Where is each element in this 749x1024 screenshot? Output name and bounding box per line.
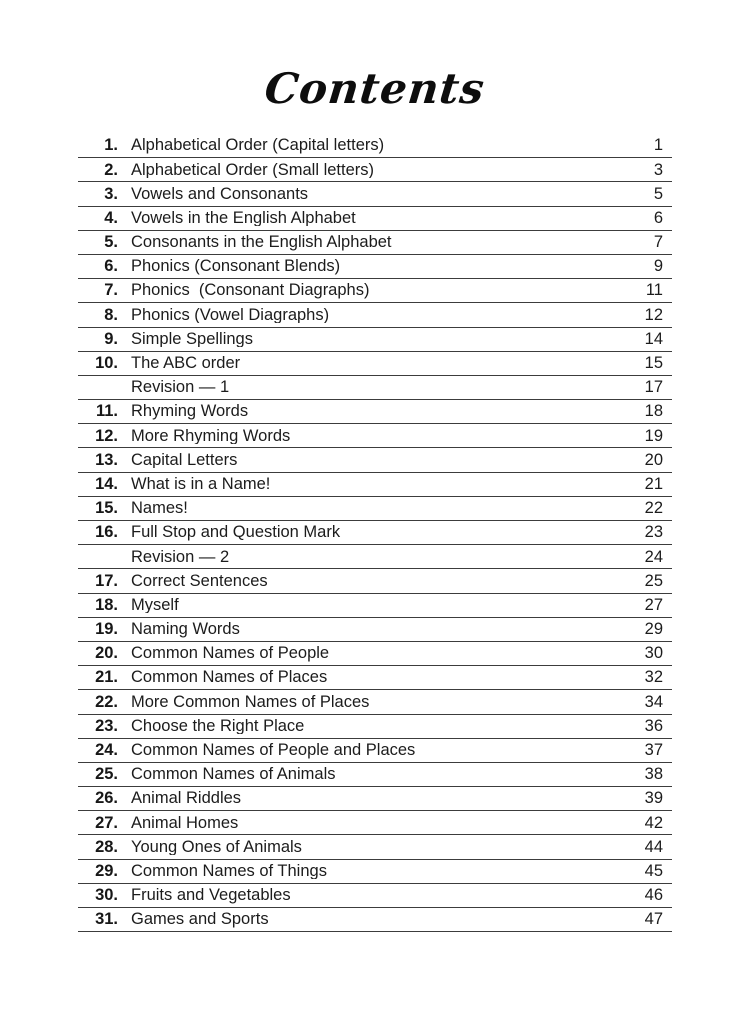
entry-page: 14 <box>644 329 663 348</box>
toc-row <box>78 255 672 279</box>
entry-title: Choose the Right Place <box>131 717 305 735</box>
toc-row <box>78 739 672 763</box>
toc-row <box>78 811 672 835</box>
toc-row <box>78 715 672 739</box>
entry-page: 19 <box>644 426 663 445</box>
entry-number: 3. <box>104 184 118 203</box>
entry-title: More Common Names of Places <box>131 693 370 711</box>
entry-page: 22 <box>644 499 663 518</box>
entry-title: Alphabetical Order (Small letters) <box>131 161 375 179</box>
toc-row <box>78 448 672 472</box>
entry-page: 1 <box>653 136 663 155</box>
entry-number: 26. <box>95 789 118 808</box>
toc-row <box>78 134 672 158</box>
entry-title: Phonics (Consonant Blends) <box>131 258 341 275</box>
entry-title: Phonics (Consonant Diagraphs) <box>131 282 370 299</box>
entry-page: 44 <box>644 837 663 856</box>
entry-title: Common Names of People and Places <box>131 742 416 759</box>
entry-page: 45 <box>644 861 663 880</box>
entry-page: 30 <box>644 644 663 663</box>
entry-page: 38 <box>644 765 663 784</box>
entry-number: 1. <box>104 136 118 155</box>
entry-page: 39 <box>644 789 663 808</box>
entry-page: 21 <box>644 474 663 493</box>
entry-title: Games and Sports <box>131 911 269 928</box>
entry-number: 6. <box>104 257 118 276</box>
toc-row <box>78 835 672 859</box>
toc-list <box>78 134 672 932</box>
entry-page: 27 <box>644 595 663 614</box>
toc-row <box>78 763 672 787</box>
entry-number: 14. <box>95 474 118 493</box>
entry-page: 20 <box>644 450 663 469</box>
entry-page: 34 <box>644 692 663 711</box>
toc-row <box>78 690 672 714</box>
entry-number: 19. <box>95 620 118 639</box>
entry-page: 29 <box>644 620 663 639</box>
toc-row <box>78 328 672 352</box>
toc-row <box>78 884 672 908</box>
entry-page: 42 <box>644 813 663 832</box>
toc-row <box>78 279 672 303</box>
entry-number: 29. <box>95 861 118 880</box>
entry-number: 24. <box>95 741 118 760</box>
toc-row <box>78 569 672 593</box>
entry-title: Animal Riddles <box>131 790 242 807</box>
toc-row <box>78 400 672 424</box>
entry-title: Rhyming Words <box>131 403 249 420</box>
toc-row <box>78 860 672 884</box>
entry-number: 4. <box>104 208 118 227</box>
entry-number: 22. <box>95 692 118 711</box>
entry-number: 9. <box>104 329 118 348</box>
toc-row <box>78 666 672 690</box>
entry-title: Common Names of People <box>131 645 330 662</box>
entry-title: Common Names of Things <box>131 862 327 880</box>
entry-title: Phonics (Vowel Diagraphs) <box>131 306 330 324</box>
entry-number: 7. <box>104 281 118 300</box>
entry-page: 32 <box>644 668 663 687</box>
entry-title: Vowels and Consonants <box>131 185 309 203</box>
entry-page: 17 <box>644 378 663 397</box>
entry-number: 28. <box>95 837 118 856</box>
toc-row <box>78 158 672 182</box>
entry-page: 37 <box>644 741 663 760</box>
entry-number: 2. <box>104 160 118 179</box>
entry-number: 11. <box>95 402 118 421</box>
entry-title: Capital Letters <box>131 451 238 469</box>
entry-title: Alphabetical Order (Capital letters) <box>131 137 385 154</box>
entry-page: 15 <box>644 354 663 373</box>
entry-number: 15. <box>95 499 118 518</box>
entry-number: 21. <box>95 668 118 687</box>
entry-page: 5 <box>653 184 663 203</box>
entry-title: Common Names of Animals <box>131 766 336 783</box>
toc-row <box>78 787 672 811</box>
entry-number: 25. <box>95 765 118 784</box>
toc-row <box>78 303 672 327</box>
entry-page: 11 <box>645 281 663 300</box>
toc-row <box>78 594 672 618</box>
entry-title: The ABC order <box>131 355 241 372</box>
toc-row <box>78 642 672 666</box>
entry-title: Revision — 1 <box>131 379 230 396</box>
entry-page: 23 <box>644 523 663 542</box>
entry-title: More Rhyming Words <box>131 427 291 445</box>
entry-number: 5. <box>104 233 118 252</box>
page-title: Contents <box>262 64 487 113</box>
toc-row <box>78 618 672 642</box>
entry-page: 6 <box>653 208 663 227</box>
entry-number: 17. <box>95 571 118 590</box>
entry-page: 3 <box>653 160 663 179</box>
entry-number: 12. <box>95 426 118 445</box>
entry-page: 25 <box>644 571 663 590</box>
entry-number: 31. <box>95 910 118 929</box>
toc-row <box>78 182 672 206</box>
entry-page: 46 <box>644 886 663 905</box>
entry-title: Full Stop and Question Mark <box>131 524 341 541</box>
entry-number: 23. <box>95 716 118 735</box>
entry-page: 7 <box>653 233 663 252</box>
entry-title: Young Ones of Animals <box>131 838 302 856</box>
entry-number: 18. <box>95 595 118 614</box>
entry-title: Myself <box>131 596 179 614</box>
entry-page: 12 <box>644 305 663 324</box>
entry-title: Simple Spellings <box>131 330 253 348</box>
toc-row <box>78 521 672 545</box>
entry-title: Correct Sentences <box>131 572 268 590</box>
entry-page: 9 <box>653 257 663 276</box>
entry-number: 8. <box>104 305 118 324</box>
entry-number: 13. <box>95 450 118 469</box>
toc-row <box>78 376 672 400</box>
entry-title: Fruits and Vegetables <box>131 887 291 904</box>
entry-title: Common Names of Places <box>131 669 328 686</box>
toc-row <box>78 424 672 448</box>
entry-page: 18 <box>644 402 663 421</box>
entry-number: 20. <box>95 644 118 663</box>
toc-row <box>78 231 672 255</box>
entry-page: 24 <box>644 547 663 566</box>
entry-number: 30. <box>95 886 118 905</box>
entry-page: 36 <box>644 716 663 735</box>
entry-title: Names! <box>131 500 188 517</box>
toc-row <box>78 545 672 569</box>
entry-title: What is in a Name! <box>131 475 271 493</box>
toc-row <box>78 207 672 231</box>
page-header <box>0 64 749 113</box>
entry-title: Consonants in the English Alphabet <box>131 234 392 251</box>
toc-row <box>78 352 672 376</box>
entry-page: 47 <box>644 910 663 929</box>
entry-title: Vowels in the English Alphabet <box>131 209 356 227</box>
entry-title: Animal Homes <box>131 814 239 832</box>
entry-title: Revision — 2 <box>131 548 230 566</box>
toc-row <box>78 497 672 521</box>
entry-title: Naming Words <box>131 621 240 638</box>
entry-number: 16. <box>95 523 118 542</box>
entry-number: 27. <box>95 813 118 832</box>
entry-number: 10. <box>95 354 118 373</box>
toc-row <box>78 473 672 497</box>
toc-row <box>78 908 672 932</box>
